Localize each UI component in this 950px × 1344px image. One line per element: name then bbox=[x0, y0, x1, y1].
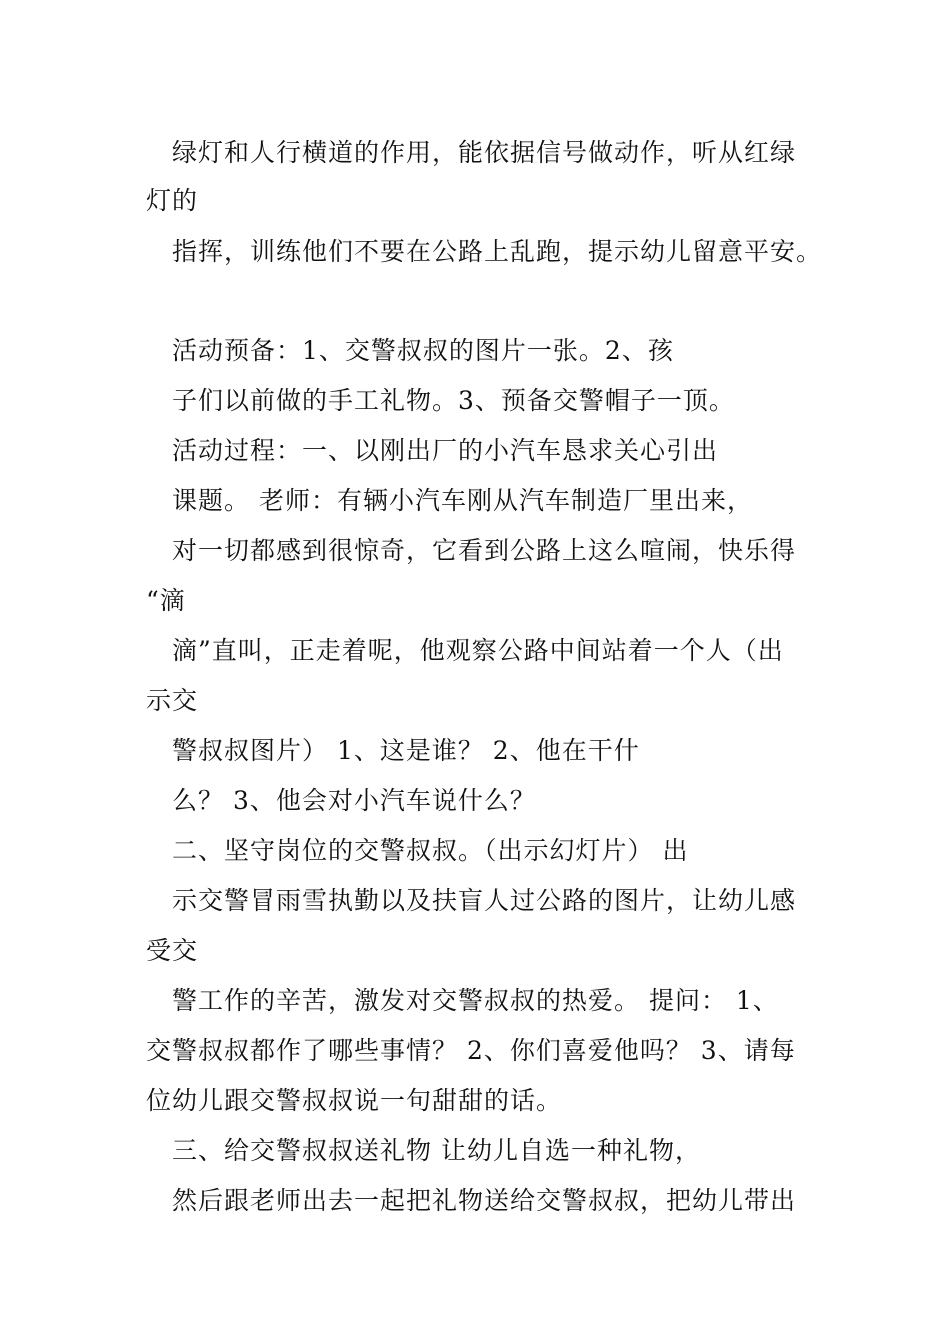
text-line: “滴 bbox=[146, 586, 186, 615]
text-line: 示交 bbox=[146, 686, 199, 715]
text-line: 课题。 老师：有辆小汽车刚从汽车制造厂里出来， bbox=[172, 486, 753, 515]
text-line: 滴”直叫，正走着呢，他观察公路中间站着一个人（出 bbox=[172, 636, 784, 665]
text-line: 对一切都感到很惊奇，它看到公路上这么喧闹，快乐得 bbox=[172, 536, 797, 565]
text-line: 活动预备：1、交警叔叔的图片一张。2、孩 bbox=[172, 336, 674, 365]
text-line: 位幼儿跟交警叔叔说一句甜甜的话。 bbox=[146, 1086, 563, 1115]
text-line: 交警叔叔都作了哪些事情？ 2、你们喜爱他吗？ 3、请每 bbox=[146, 1036, 796, 1065]
text-line: 活动过程：一、以刚出厂的小汽车恳求关心引出 bbox=[172, 436, 719, 465]
text-line: 三、给交警叔叔送礼物 让幼儿自选一种礼物， bbox=[172, 1136, 701, 1165]
text-line: 么？ 3、他会对小汽车说什么？ bbox=[172, 786, 536, 815]
text-line: 警工作的辛苦，激发对交警叔叔的热爱。 提问： 1、 bbox=[172, 986, 779, 1015]
text-line: 受交 bbox=[146, 936, 199, 965]
text-line: 然后跟老师出去一起把礼物送给交警叔叔，把幼儿带出 bbox=[172, 1186, 797, 1215]
text-line: 警叔叔图片） 1、这是谁？ 2、他在干什 bbox=[172, 736, 640, 765]
text-line: 示交警冒雨雪执勤以及扶盲人过公路的图片，让幼儿感 bbox=[172, 886, 797, 915]
text-line: 灯的 bbox=[146, 186, 199, 215]
text-line: 子们以前做的手工礼物。3、预备交警帽子一顶。 bbox=[172, 386, 735, 415]
text-line: 绿灯和人行横道的作用，能依据信号做动作，听从红绿 bbox=[172, 138, 797, 167]
text-line: 指挥，训练他们不要在公路上乱跑，提示幼儿留意平安。 bbox=[172, 237, 823, 266]
text-line: 二、坚守岗位的交警叔叔。（出示幻灯片） 出 bbox=[172, 836, 689, 865]
